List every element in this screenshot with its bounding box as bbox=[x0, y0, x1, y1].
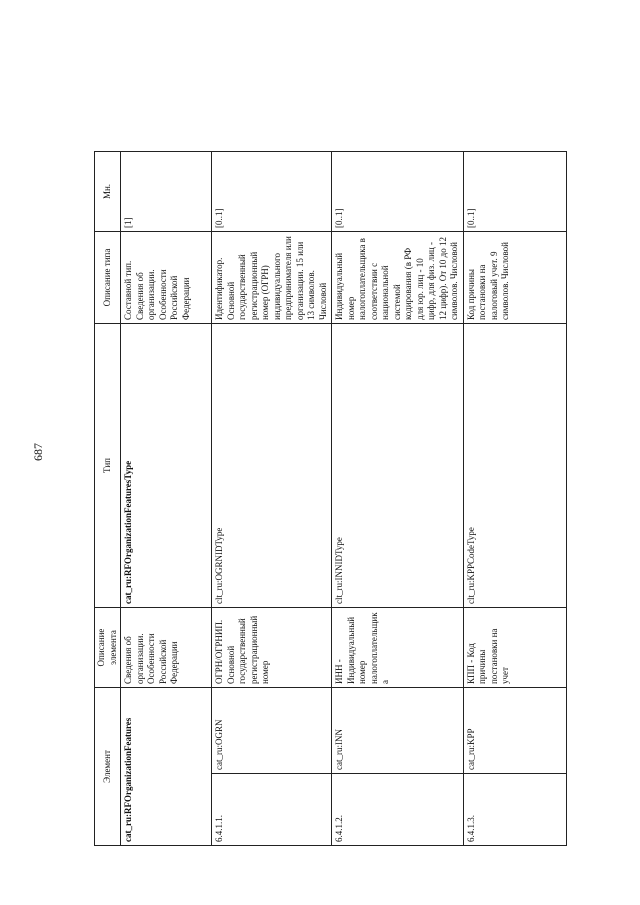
row-element: cat_ru:OGRN bbox=[212, 688, 332, 774]
row-element: cat_ru:KPP bbox=[463, 688, 566, 774]
rotated-table-wrapper bbox=[94, 65, 510, 846]
row-number: 6.4.1.1. bbox=[212, 774, 332, 846]
header-element: Элемент bbox=[95, 688, 121, 846]
group-type-description: Составной тип. Сведения об организации. Особенности Российской Федерации bbox=[121, 232, 212, 324]
row-number: 6.4.1.2. bbox=[332, 774, 464, 846]
row-number: 6.4.1.3. bbox=[463, 774, 566, 846]
row-element-description: ОГРН/ОГРНИП. Основной государственный регистрационный номер bbox=[212, 608, 332, 688]
blank-cell bbox=[95, 65, 121, 152]
row-type-description: Идентификатор. Основной государственный регистрационный номер (ОГРН) индивидуального предпринимателя или организации. 15 или 13 символов. Числовой bbox=[212, 232, 332, 324]
header-type: Тип bbox=[95, 324, 121, 608]
spec-table bbox=[94, 64, 567, 846]
table-row bbox=[463, 65, 566, 846]
blank-cell bbox=[463, 65, 566, 152]
table-row bbox=[332, 65, 464, 846]
page-number: 687 bbox=[31, 443, 45, 461]
row-type-description: Код причины постановки на налоговый учет. 9 символов. Числовой bbox=[463, 232, 566, 324]
header-type-description: Описание типа bbox=[95, 232, 121, 324]
header-element-description: Описание элемента bbox=[95, 608, 121, 688]
row-multiplicity: [0..1] bbox=[332, 152, 464, 232]
group-multiplicity: [1] bbox=[121, 152, 212, 232]
row-element-description: КПП - Код причины постановки на учет bbox=[463, 608, 566, 688]
row-type: clt_ru:OGRNIDType bbox=[212, 324, 332, 608]
row-type: clt_ru:KPPCodeType bbox=[463, 324, 566, 608]
row-element: cat_ru:INN bbox=[332, 688, 464, 774]
group-element-description: Сведения об организации. Особенности Российской Федерации bbox=[121, 608, 212, 688]
row-type-description: Индивидуальный номер налогоплательщика в соответствии с национальной системой кодирования (в РФ для юр. лиц - 10 цифр, для физ. лиц - 12 цифр). От 10 до 12 символов. Числовой bbox=[332, 232, 464, 324]
group-type: cat_ru:RFOrganizationFeaturesType bbox=[121, 324, 212, 608]
row-multiplicity: [0..1] bbox=[212, 152, 332, 232]
group-element: cat_ru:RFOrganizationFeatures bbox=[121, 688, 212, 846]
rotated-page-area bbox=[94, 65, 510, 846]
row-type: clt_ru:INNIDType bbox=[332, 324, 464, 608]
blank-cell bbox=[212, 65, 332, 152]
blank-cell bbox=[121, 65, 212, 152]
table-row bbox=[121, 65, 212, 846]
header-multiplicity: Мн. bbox=[95, 152, 121, 232]
row-element-description: ИНН - Индивидуальный номер налогоплательщика bbox=[332, 608, 464, 688]
table-header-row bbox=[95, 65, 121, 846]
row-multiplicity: [0..1] bbox=[463, 152, 566, 232]
blank-cell bbox=[332, 65, 464, 152]
table-row bbox=[212, 65, 332, 846]
